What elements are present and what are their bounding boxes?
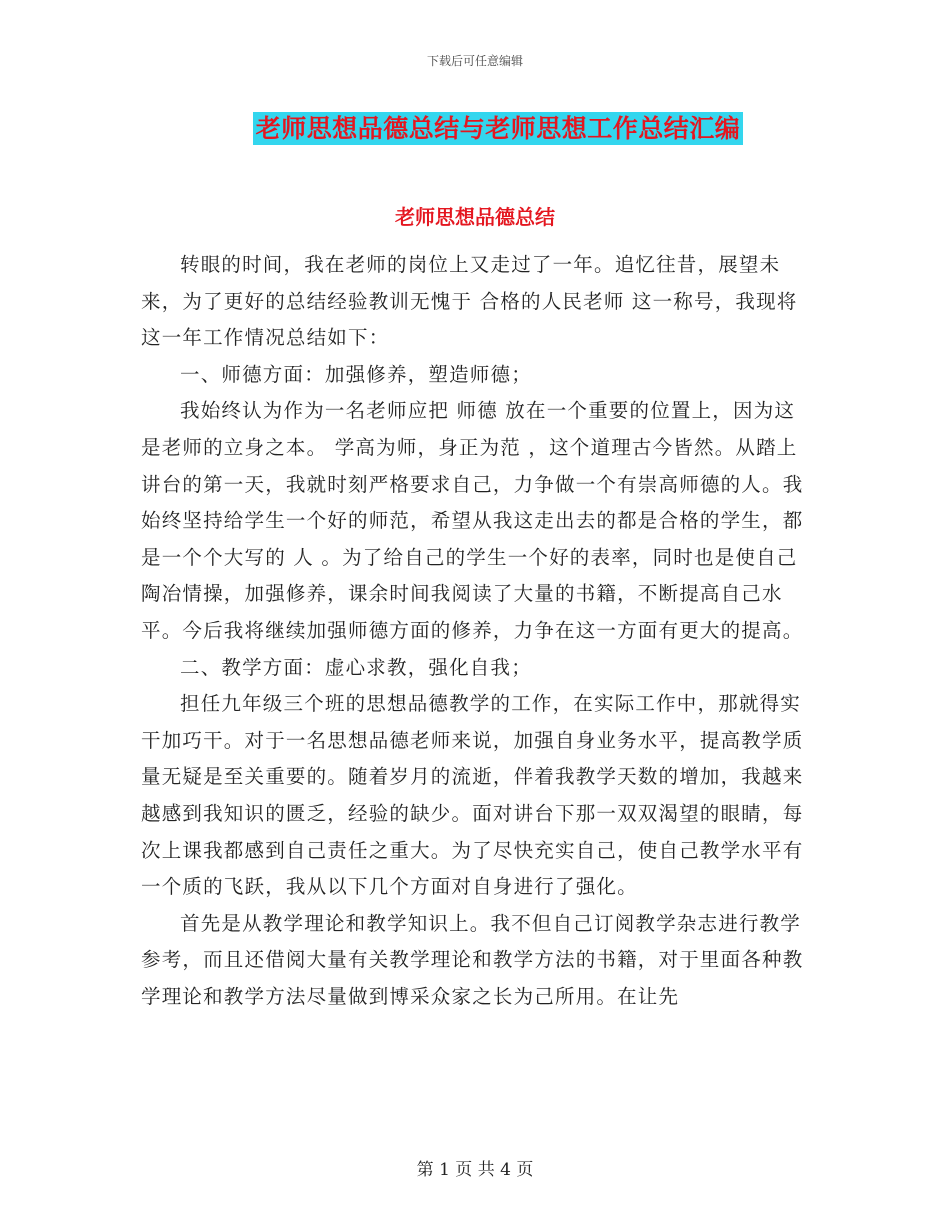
paragraph: 一、师德方面：加强修养，塑造师德；	[180, 362, 532, 386]
header-note: 下载后可任意编辑	[426, 54, 523, 68]
page-footer: 第 1 页 共 4 页	[416, 1160, 534, 1180]
main-title-container	[0, 112, 950, 145]
paragraph: 我始终认为作为一名老师应把 师德 放在一个重要的位置上，因为这是老师的立身之本。 学高为师，身正为范 ，这个道理古今皆然。从踏上讲台的第一天，我就时刻严格要求自己，力争做一个有崇高师德的人。我始终坚持给学生一个好的师范，希望从我这走出去的都是合格的学生，都是一个个大写的 人 。为了给自己的学生一个好的表率，同时也是使自己陶冶情操，加强修养，课余时间我阅读了大量的书籍，不断提高自己水平。今后我将继续加强师德方面的修养，力争在这一方面有更大的提高。	[141, 399, 804, 642]
document-title: 老师思想品德总结与老师思想工作总结汇编	[253, 112, 744, 145]
section-title: 老师思想品德总结	[395, 205, 555, 229]
paragraph: 担任九年级三个班的思想品德教学的工作，在实际工作中，那就得实干加巧干。对于一名思想品德老师来说，加强自身业务水平，提高教学质量无疑是至关重要的。随着岁月的流逝，伴着我教学天数的增加，我越来越感到我知识的匮乏，经验的缺少。面对讲台下那一双双渴望的眼睛，每次上课我都感到自己责任之重大。为了尽快充实自己，使自己教学水平有一个质的飞跃，我从以下几个方面对自身进行了强化。	[141, 692, 804, 899]
document-body	[141, 247, 809, 1015]
paragraph: 二、教学方面：虚心求教，强化自我；	[180, 655, 532, 679]
paragraph: 转眼的时间，我在老师的岗位上又走过了一年。追忆往昔，展望未来，为了更好的总结经验教训无愧于 合格的人民老师 这一称号，我现将这一年工作情况总结如下：	[141, 253, 798, 350]
paragraph: 首先是从教学理论和教学知识上。我不但自己订阅教学杂志进行教学参考，而且还借阅大量有关教学理论和教学方法的书籍，对于里面各种教学理论和教学方法尽量做到博采众家之长为己所用。在让先	[141, 911, 804, 1008]
